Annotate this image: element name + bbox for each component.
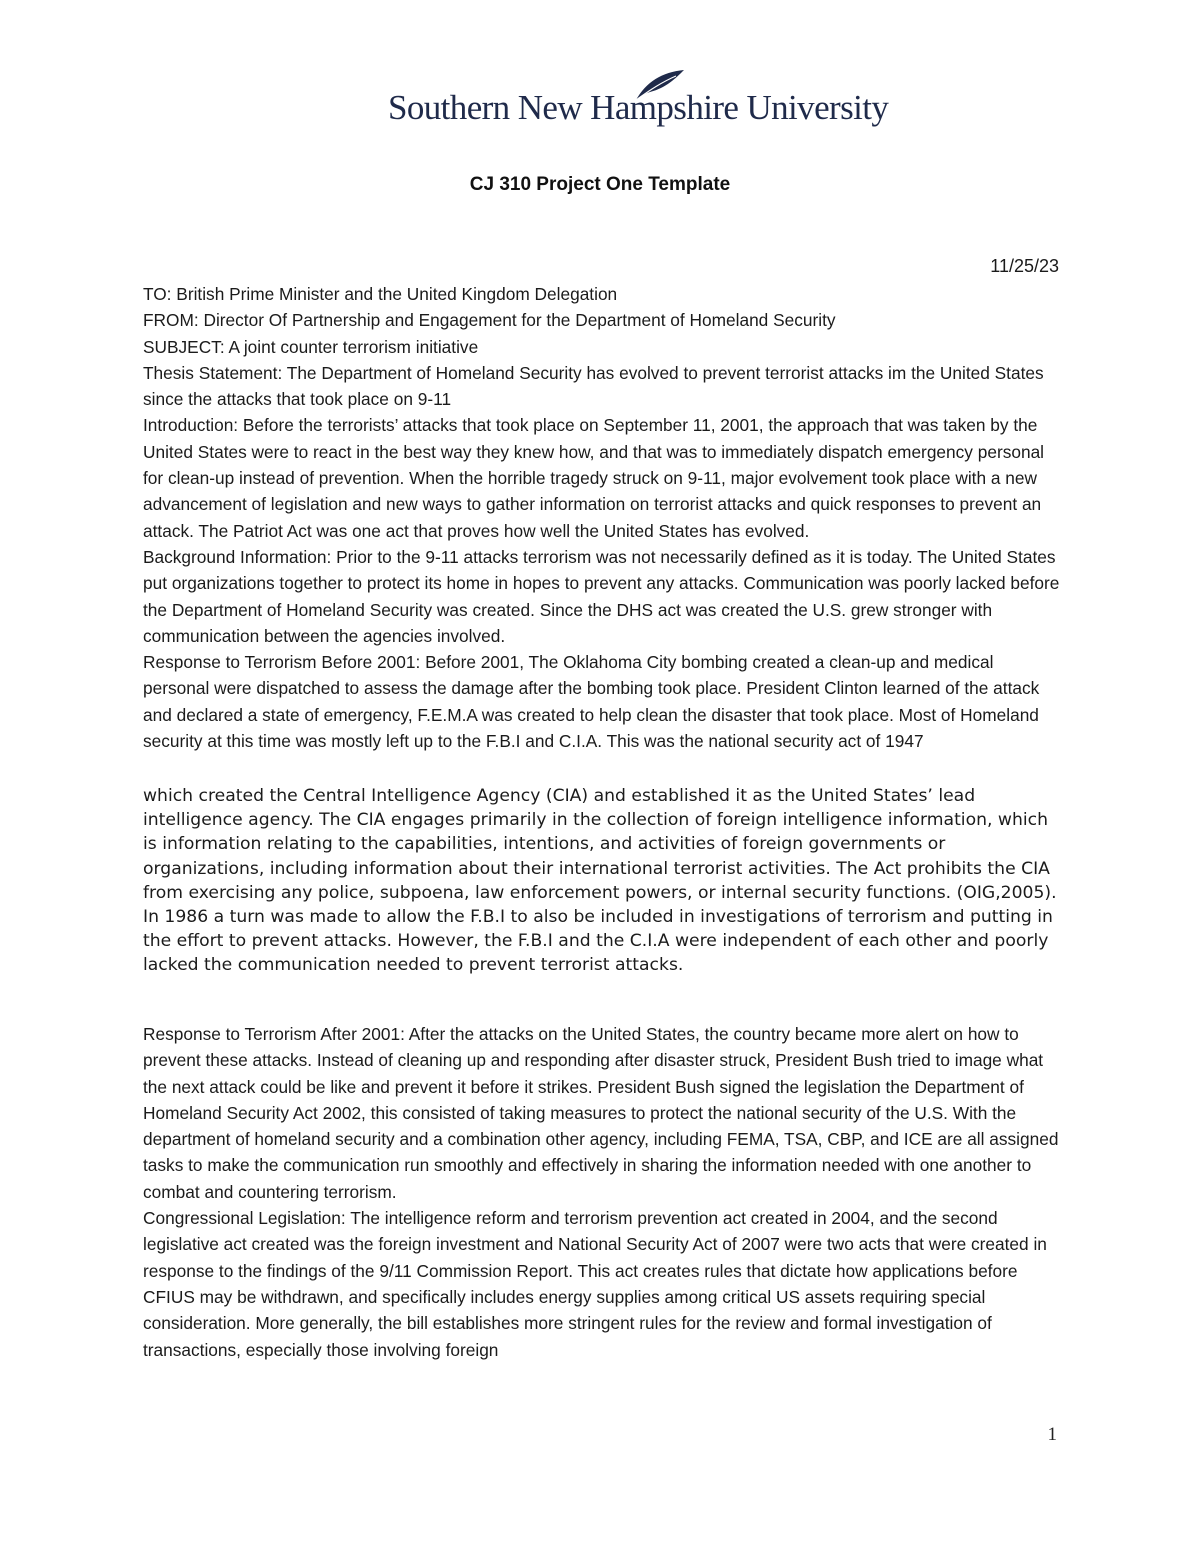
memo-to: TO: British Prime Minister and the United Kingdom Delegation (143, 284, 618, 304)
memo-from: FROM: Director Of Partnership and Engagement for the Department of Homeland Security (143, 310, 836, 331)
thesis-statement: Thesis Statement: The Department of Homeland Security has evolved to prevent terrorist attacks im the United States since the attacks that took place on 9-11 (143, 362, 1044, 410)
document-title: CJ 310 Project One Template (469, 174, 731, 195)
memo-body-middle (143, 784, 1063, 978)
before-2001-paragraph: Response to Terrorism Before 2001: Before 2001, The Oklahoma City bombing created a clean-up and medical personal were dispatched to assess the damage after the bombing took place. President Clinton learned of the attack and declared a state of emergency, F.E.M.A was created to help clean the disaster that took place. Most of Homeland security at this time was mostly left up to the F.B.I and C.I.A. This was the national security act of 1947 (143, 652, 1040, 752)
memo-body-top (143, 281, 1063, 754)
congressional-legislation-paragraph: Congressional Legislation: The intelligence reform and terrorism prevention act created in 2004, and the second legislative act created was the foreign investment and National Security Act of 2007 were two acts that were created in response to the findings of the 9/11 Commission Report. This act creates rules that dictate how applications before CFIUS may be withdrawn, and specifically includes energy supplies among critical US assets requiring special consideration. More generally, the bill establishes more stringent rules for the review and formal investigation of transactions, especially those involving foreign (143, 1208, 1047, 1360)
after-2001-paragraph: Response to Terrorism After 2001: After the attacks on the United States, the country became more alert on how to prevent these attacks. Instead of cleaning up and responding after disaster struck, President Bush tried to image what the next attack could be like and prevent it before it strikes. President Bush signed the legislation the Department of Homeland Security Act 2002, this consisted of taking measures to protect the national security of the U.S. With the department of homeland security and a combination other agency, including FEMA, TSA, CBP, and ICE are all assigned tasks to make the communication run smoothly and effectively in sharing the information needed with one another to combat and countering terrorism. (143, 1024, 1059, 1202)
background-paragraph: Background Information: Prior to the 9-11 attacks terrorism was not necessarily defined as it is today. The United States put organizations together to protect its home in hopes to prevent any attacks. Communication was poorly lacked before the Department of Homeland Security was created. Since the DHS act was created the U.S. grew stronger with communication between the agencies involved. (143, 546, 1060, 646)
memo-body-bottom (143, 1021, 1063, 1363)
university-logo (388, 68, 889, 138)
before-2001-continuation: which created the Central Intelligence Agency (CIA) and established it as the United States’ lead intelligence agency. The CIA engages primarily in the collection of foreign intelligence information, which is information relating to the capabilities, intentions, and activities of foreign governments or organizations, including information about their international terrorist activities. The Act prohibits the CIA from exercising any police, subpoena, law enforcement powers, or internal security functions. (OIG,2005). In 1986 a turn was made to allow the F.B.I to also be included in investigations of terrorism and putting in the effort to prevent attacks. However, the F.B.I and the C.I.A were independent of each other and poorly lacked the communication needed to prevent terrorist attacks. (143, 786, 1057, 976)
logo-text: Southern New Hampshire University (388, 88, 889, 127)
introduction-paragraph: Introduction: Before the terrorists’ attacks that took place on September 11, 2001, the approach that was taken by the United States were to react in the best way they knew how, and that was to immediately dispatch emergency personal for clean-up instead of prevention. When the horrible tragedy struck on 9-11, major evolvement took place with a new advancement of legislation and new ways to gather information on terrorist attacks and quick responses to prevent an attack. The Patriot Act was one act that proves how well the United States has evolved. (143, 415, 1045, 541)
memo-subject: SUBJECT: A joint counter terrorism initiative (143, 336, 479, 357)
page-number: 1 (1047, 1424, 1057, 1445)
memo-date: 11/25/23 (990, 256, 1059, 276)
